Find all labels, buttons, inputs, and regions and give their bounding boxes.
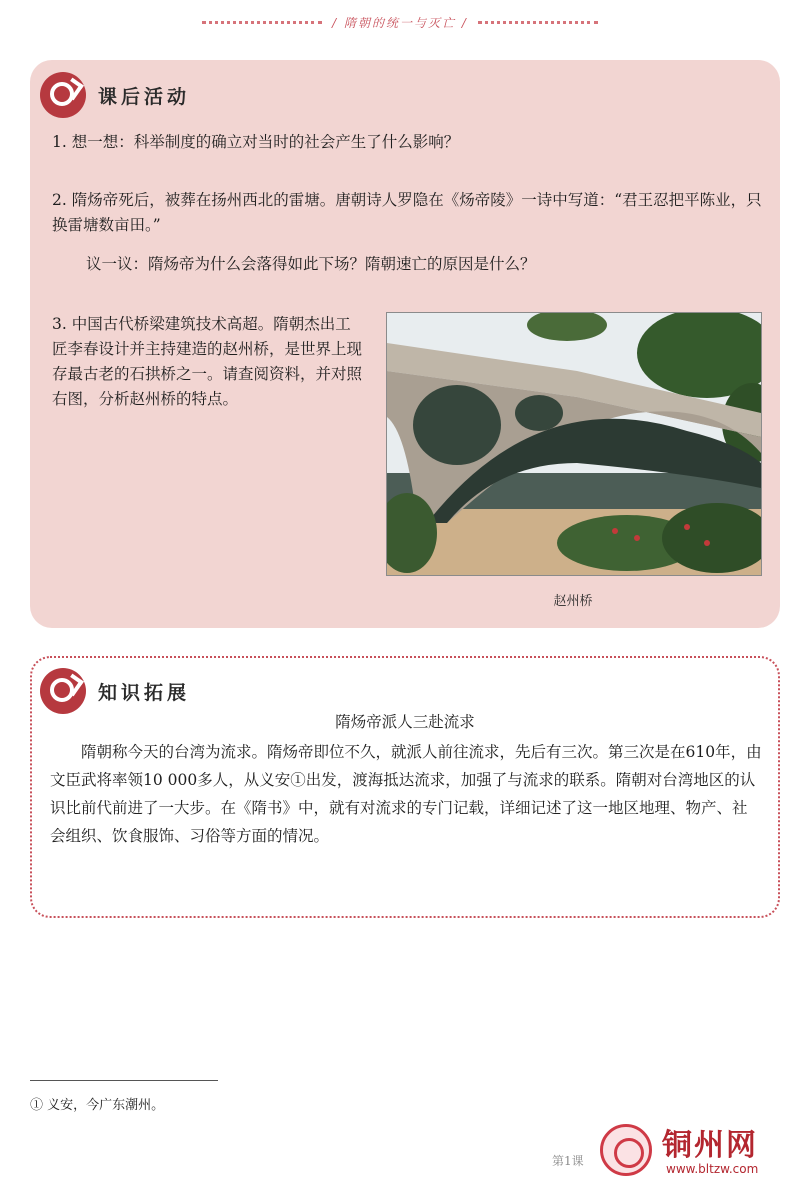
watermark-url: www.bltzw.com [666, 1162, 759, 1176]
watermark-seal-icon [600, 1124, 652, 1176]
extension-section [30, 656, 780, 918]
page-label: 第1课 [552, 1154, 584, 1168]
activity-heading-text: 课后活动 [98, 85, 191, 108]
running-header [0, 14, 800, 31]
extension-badge-icon [40, 668, 86, 714]
question-3: 3. 中国古代桥梁建筑技术高超。隋朝杰出工匠李春设计并主持建造的赵州桥，是世界上现存最古老的石拱桥之一。请查阅资料，并对照右图，分析赵州桥的特点。 [52, 315, 363, 408]
extension-heading-text: 知识拓展 [98, 681, 191, 704]
activity-section [30, 60, 780, 628]
extension-article-body: 隋朝称今天的台湾为流求。隋炀帝即位不久，就派人前往流求，先后有三次。第三次是在610年，由文臣武将率领10 000多人，从义安①出发，渡海抵达流求，加强了与流求的联系。隋朝对台湾地区的认识比前代前进了一大步。在《隋书》中，就有对流求的专门记载，详细记述了这一地区地理、物产、社会组织、饮食服饰、习俗等方面的情况。 [50, 743, 762, 845]
activity-badge-icon [40, 72, 86, 118]
zhaozhou-bridge-photo [386, 312, 762, 576]
footnote-rule [30, 1080, 218, 1081]
header-dots-right [478, 21, 598, 24]
site-watermark [600, 1118, 796, 1184]
footnote: ① 义安，今广东潮州。 [30, 1098, 165, 1113]
activity-heading [40, 72, 190, 118]
header-dots-left [202, 21, 322, 24]
extension-article-title: 隋炀帝派人三赴流求 [335, 713, 475, 731]
photo-caption: 赵州桥 [553, 594, 593, 609]
watermark-name: 铜州网 [662, 1128, 758, 1163]
question-1: 1. 想一想：科举制度的确立对当时的社会产生了什么影响？ [52, 133, 460, 151]
question-2-discussion: 议一议：隋炀帝为什么会落得如此下场？隋朝速亡的原因是什么？ [86, 255, 536, 273]
extension-heading [40, 668, 190, 714]
bridge-illustration [387, 313, 761, 575]
question-2: 2. 隋炀帝死后，被葬在扬州西北的雷塘。唐朝诗人罗隐在《炀帝陵》一诗中写道：“君王忍把平陈业，只换雷塘数亩田。” [52, 191, 762, 234]
chapter-title: / 隋朝的统一与灭亡 / [332, 16, 468, 30]
